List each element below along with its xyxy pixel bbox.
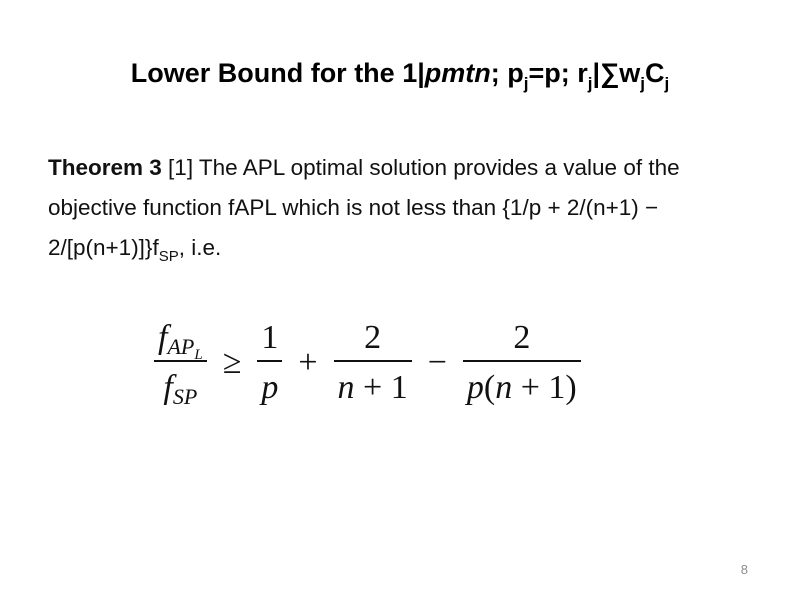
- term1-fraction: [257, 318, 282, 408]
- geq-sign: ≥: [222, 344, 242, 381]
- title-pmtn: pmtn: [424, 58, 491, 88]
- title-part1: Lower Bound for the 1|: [130, 58, 425, 88]
- lhs-numerator: [154, 318, 207, 363]
- title-sub-j1: j: [523, 74, 529, 93]
- slide-title: [0, 58, 800, 93]
- term2-fraction: [334, 318, 412, 408]
- term2-numerator: 2: [364, 319, 382, 356]
- minus-sign: −: [427, 344, 447, 381]
- term1-denominator: p: [261, 369, 279, 406]
- term1-numerator: 1: [261, 319, 279, 356]
- title-part3: =p; r: [528, 58, 588, 88]
- theorem-paragraph: [48, 148, 748, 268]
- lhs-den-sub: SP: [172, 384, 198, 409]
- title-part5: C: [645, 58, 665, 88]
- theorem-label: Theorem 3: [48, 155, 162, 180]
- term2-den-n: n: [337, 369, 355, 406]
- lhs-fraction-bar: [154, 360, 207, 362]
- term3-fraction-bar: [463, 360, 581, 362]
- theorem-text: [1] The APL optimal solution provides a value of the objective function fAPL which is not less than {1/p + 2/(n+1) − 2/[p(n+1)]}f: [48, 155, 680, 260]
- title-part4: |∑w: [592, 58, 641, 88]
- lhs-fraction: [154, 318, 207, 408]
- lower-bound-formula: [148, 318, 587, 408]
- title-sub-j4: j: [664, 74, 670, 93]
- title-part2: ; p: [490, 58, 524, 88]
- term3-den-open: (: [483, 369, 496, 406]
- term2-denominator: [334, 368, 412, 408]
- theorem-sub-sp: SP: [158, 248, 179, 265]
- term3-denominator: [463, 368, 581, 408]
- lhs-den-f: f: [163, 369, 173, 406]
- lhs-num-sub: [167, 334, 203, 363]
- lhs-num-f: f: [158, 319, 168, 356]
- term3-den-n: n: [495, 369, 513, 406]
- theorem-end: , i.e.: [178, 235, 222, 260]
- term3-den-rest: + 1): [512, 369, 577, 406]
- term3-den-p: p: [466, 369, 484, 406]
- lhs-num-sub-ap: AP: [167, 334, 195, 359]
- term1-fraction-bar: [257, 360, 282, 362]
- title-sub-j2: j: [587, 74, 593, 93]
- term2-fraction-bar: [334, 360, 412, 362]
- term3-numerator: 2: [513, 319, 531, 356]
- page-number: 8: [740, 562, 748, 577]
- title-sub-j3: j: [640, 74, 646, 93]
- plus-sign: +: [298, 344, 318, 381]
- term3-fraction: [463, 318, 581, 408]
- lhs-num-subsub: L: [194, 347, 203, 363]
- lhs-denominator: [159, 368, 201, 408]
- term2-den-rest: + 1: [354, 369, 408, 406]
